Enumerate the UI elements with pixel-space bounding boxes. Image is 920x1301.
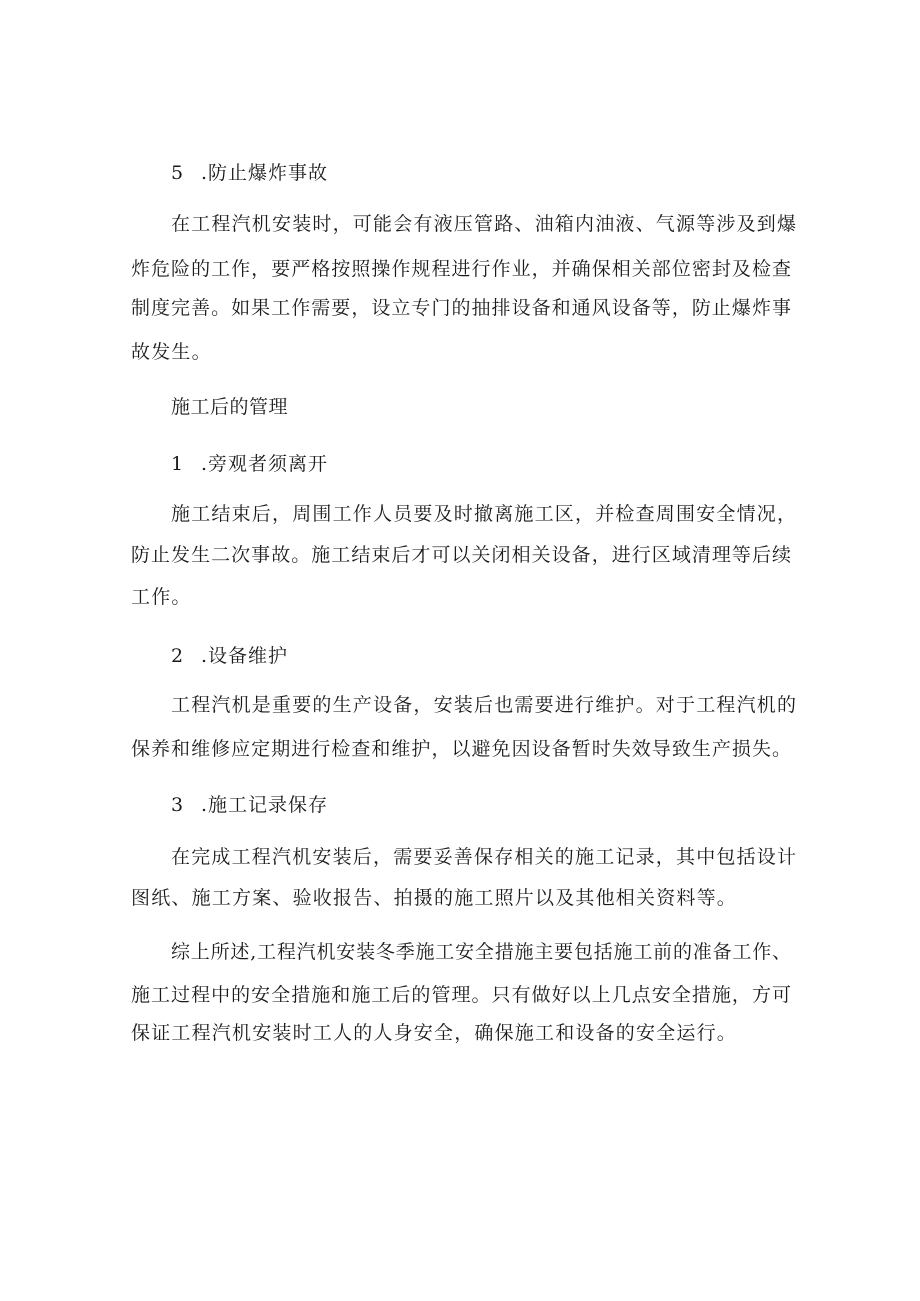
heading-number: 1 (171, 453, 185, 475)
paragraph-line: 工程汽机是重要的生产设备，安装后也需要进行维护。对于工程汽机的 (171, 694, 798, 716)
section-heading-2 (171, 644, 288, 668)
paragraph-line: 图纸、施工方案、验收报告、拍摄的施工照片以及其他相关资料等。 (131, 887, 738, 909)
paragraph-line: 制度完善。如果工作需要，设立专门的抽排设备和通风设备等，防止爆炸事 (131, 297, 791, 319)
section-heading-3 (171, 793, 328, 817)
paragraph-line: 炸危险的工作，要严格按照操作规程进行作业，并确保相关部位密封及检查 (131, 258, 791, 280)
paragraph-line: 综上所述,工程汽机安装冬季施工安全措施主要包括施工前的准备工作、 (171, 941, 791, 963)
paragraph-line: 保养和维修应定期进行检查和维护，以避免因设备暂时失效导致生产损失。 (131, 738, 791, 760)
heading-text: .防止爆炸事故 (201, 162, 329, 184)
heading-text: .旁观者须离开 (201, 453, 329, 475)
paragraph-line: 在工程汽机安装时，可能会有液压管路、油箱内油液、气源等涉及到爆 (171, 213, 798, 235)
paragraph-line: 施工结束后，周围工作人员要及时撤离施工区，并检查周围安全情况， (171, 503, 798, 525)
heading-number: 3 (171, 794, 185, 816)
heading-text: 施工后的管理 (171, 396, 289, 418)
section-heading-post-construction (171, 395, 288, 419)
heading-number: 5 (171, 162, 185, 184)
heading-text: .设备维护 (201, 645, 289, 667)
heading-text: .施工记录保存 (201, 794, 329, 816)
section-heading-5 (171, 161, 328, 185)
paragraph-line: 在完成工程汽机安装后，需要妥善保存相关的施工记录，其中包括设计 (171, 846, 798, 868)
heading-number: 2 (171, 645, 185, 667)
section-heading-1 (171, 452, 328, 476)
paragraph-line: 保证工程汽机安装时工人的人身安全，确保施工和设备的安全运行。 (131, 1022, 738, 1044)
paragraph-line: 工作。 (131, 586, 192, 608)
paragraph-line: 施工过程中的安全措施和施工后的管理。只有做好以上几点安全措施，方可 (131, 984, 791, 1006)
paragraph-line: 防止发生二次事故。施工结束后才可以关闭相关设备，进行区域清理等后续 (131, 544, 791, 566)
paragraph-line: 故发生。 (131, 341, 212, 363)
